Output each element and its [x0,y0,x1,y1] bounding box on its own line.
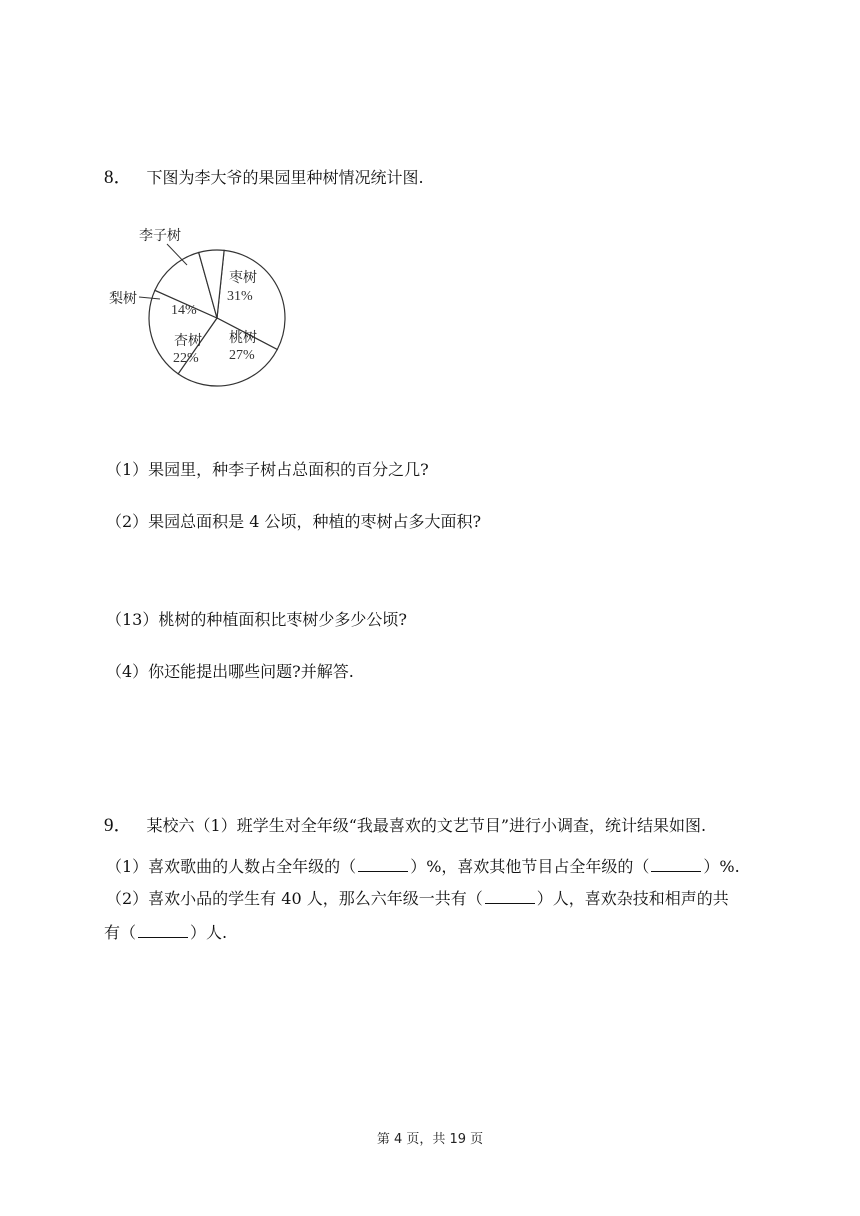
question-8-stem: 下图为李大爷的果园里种树情况统计图. [146,168,424,187]
slice-value-jujube: 31% [227,289,253,304]
page-footer: 第 4 页，共 19 页 [376,1132,484,1147]
q9-s2-text-a: （2）喜欢小品的学生有 40 人，那么六年级一共有（ [106,889,483,908]
q9-s1-text-c: ）%. [703,857,740,876]
slice-label-plum: 李子树 [139,228,181,244]
question-9-stem: 某校六（1）班学生对全年级“我最喜欢的文艺节目”进行小调查，统计结果如图. [146,816,707,835]
slice-value-pear: 14% [171,303,197,318]
question-9-sub-2-cont [104,922,227,943]
question-8-number: 8． [104,167,133,188]
slice-value-peach: 27% [229,348,255,363]
q9-s1-text-b: ）%，喜欢其他节目占全年级的（ [410,857,650,876]
slice-value-apricot: 22% [173,351,199,366]
question-9-heading [104,816,706,836]
question-8-sub-1: （1）果园里，种李子树占总面积的百分之几? [106,460,429,479]
slice-label-pear: 梨树 [109,291,137,307]
question-8-sub-4: （4）你还能提出哪些问题?并解答. [106,662,354,681]
question-8-sub-3: （13）桃树的种植面积比枣树少多少公顷? [106,610,407,629]
question-9-sub-2 [106,888,729,909]
q9-s2-text-d: ）人. [190,923,228,942]
answer-blank-song-percent[interactable] [358,856,408,872]
question-8-heading [104,168,424,188]
leader-line-plum [167,244,187,265]
question-8-sub-2: （2）果园总面积是 4 公顷，种植的枣树占多大面积? [106,512,482,531]
slice-label-apricot: 杏树 [174,333,202,349]
q9-s1-text-a: （1）喜欢歌曲的人数占全年级的（ [106,857,357,876]
question-9-sub-1 [106,856,740,877]
slice-label-peach: 桃树 [229,330,257,346]
q9-s2-text-c: 有（ [104,923,137,942]
answer-blank-other-percent[interactable] [651,856,701,872]
answer-blank-total-students[interactable] [485,888,535,904]
question-9-number: 9． [104,815,133,836]
fruit-tree-pie-chart [105,220,295,390]
answer-blank-acrobatics-crosstalk[interactable] [138,922,188,938]
q9-s2-text-b: ）人，喜欢杂技和相声的共 [536,889,729,908]
slice-label-jujube: 枣树 [229,270,257,286]
pie-slices [149,250,285,386]
